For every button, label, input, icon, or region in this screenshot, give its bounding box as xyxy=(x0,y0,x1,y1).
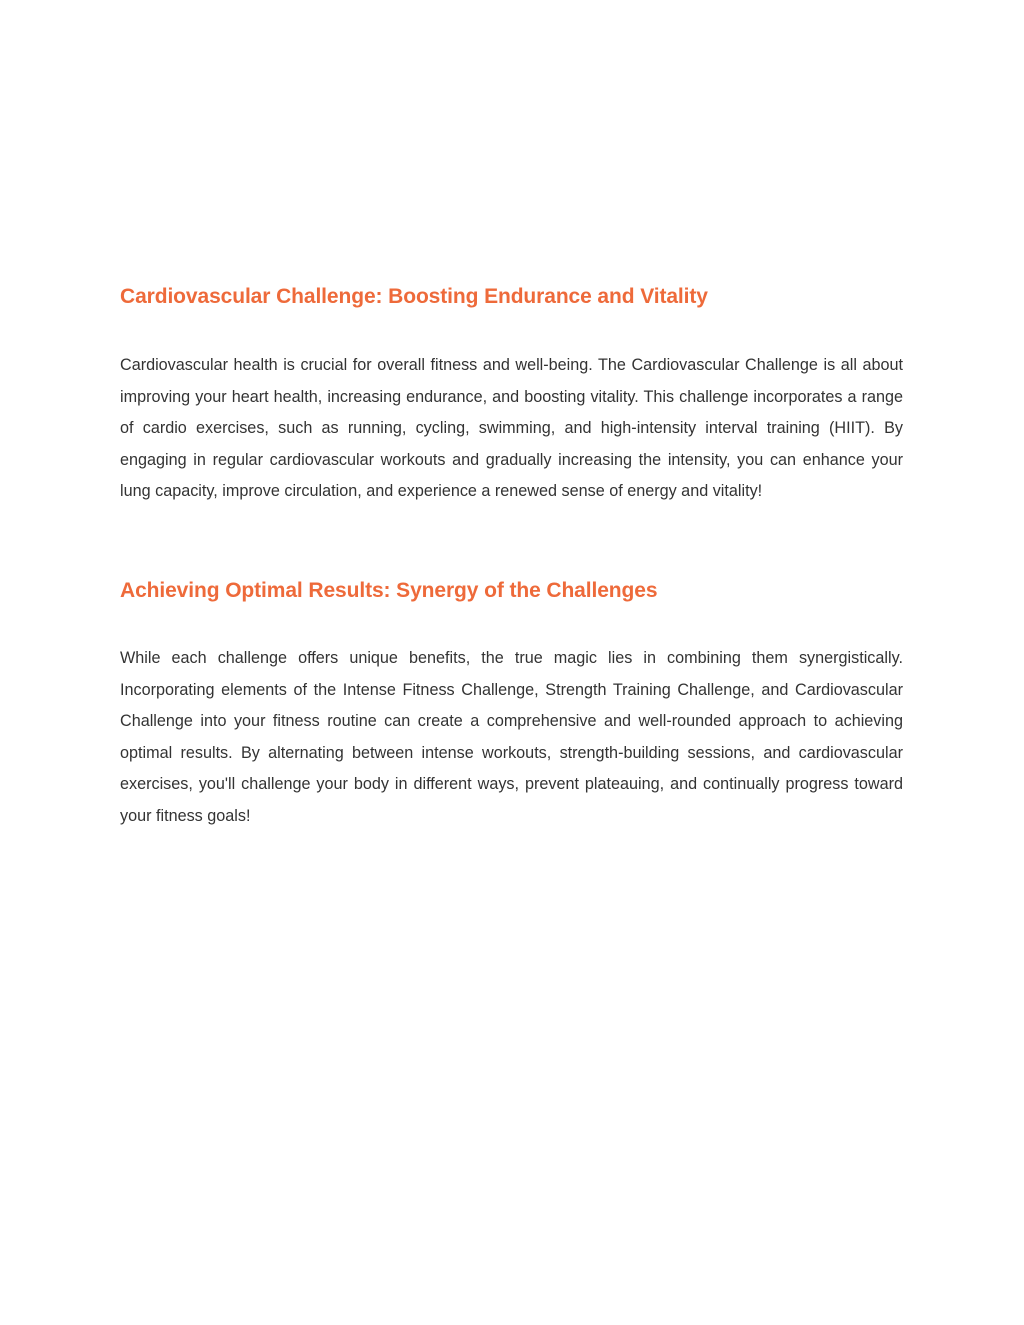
section-paragraph-optimal-results: While each challenge offers unique benefits, the true magic lies in combining them synergistically. Incorporating elements of the Intense Fitness Challenge, Strength Training Challenge, and Cardiovascular Challenge into your fitness routine can create a comprehensive and well-rounded approach to achieving optimal results. By alternating between intense workouts, strength-building sessions, and cardiovascular exercises, you'll challenge your body in different ways, prevent plateauing, and continually progress toward your fitness goals! xyxy=(120,649,903,825)
section-heading-optimal-results: Achieving Optimal Results: Synergy of the Challenges xyxy=(120,579,658,602)
section-heading-cardiovascular: Cardiovascular Challenge: Boosting Endurance and Vitality xyxy=(120,285,708,308)
section-paragraph-cardiovascular: Cardiovascular health is crucial for overall fitness and well-being. The Cardiovascular Challenge is all about improving your heart health, increasing endurance, and boosting vitality. This challenge incorporates a range of cardio exercises, such as running, cycling, swimming, and high-intensity interval training (HIIT). By engaging in regular cardiovascular workouts and gradually increasing the intensity, you can enhance your lung capacity, improve circulation, and experience a renewed sense of energy and vitality! xyxy=(120,356,903,501)
